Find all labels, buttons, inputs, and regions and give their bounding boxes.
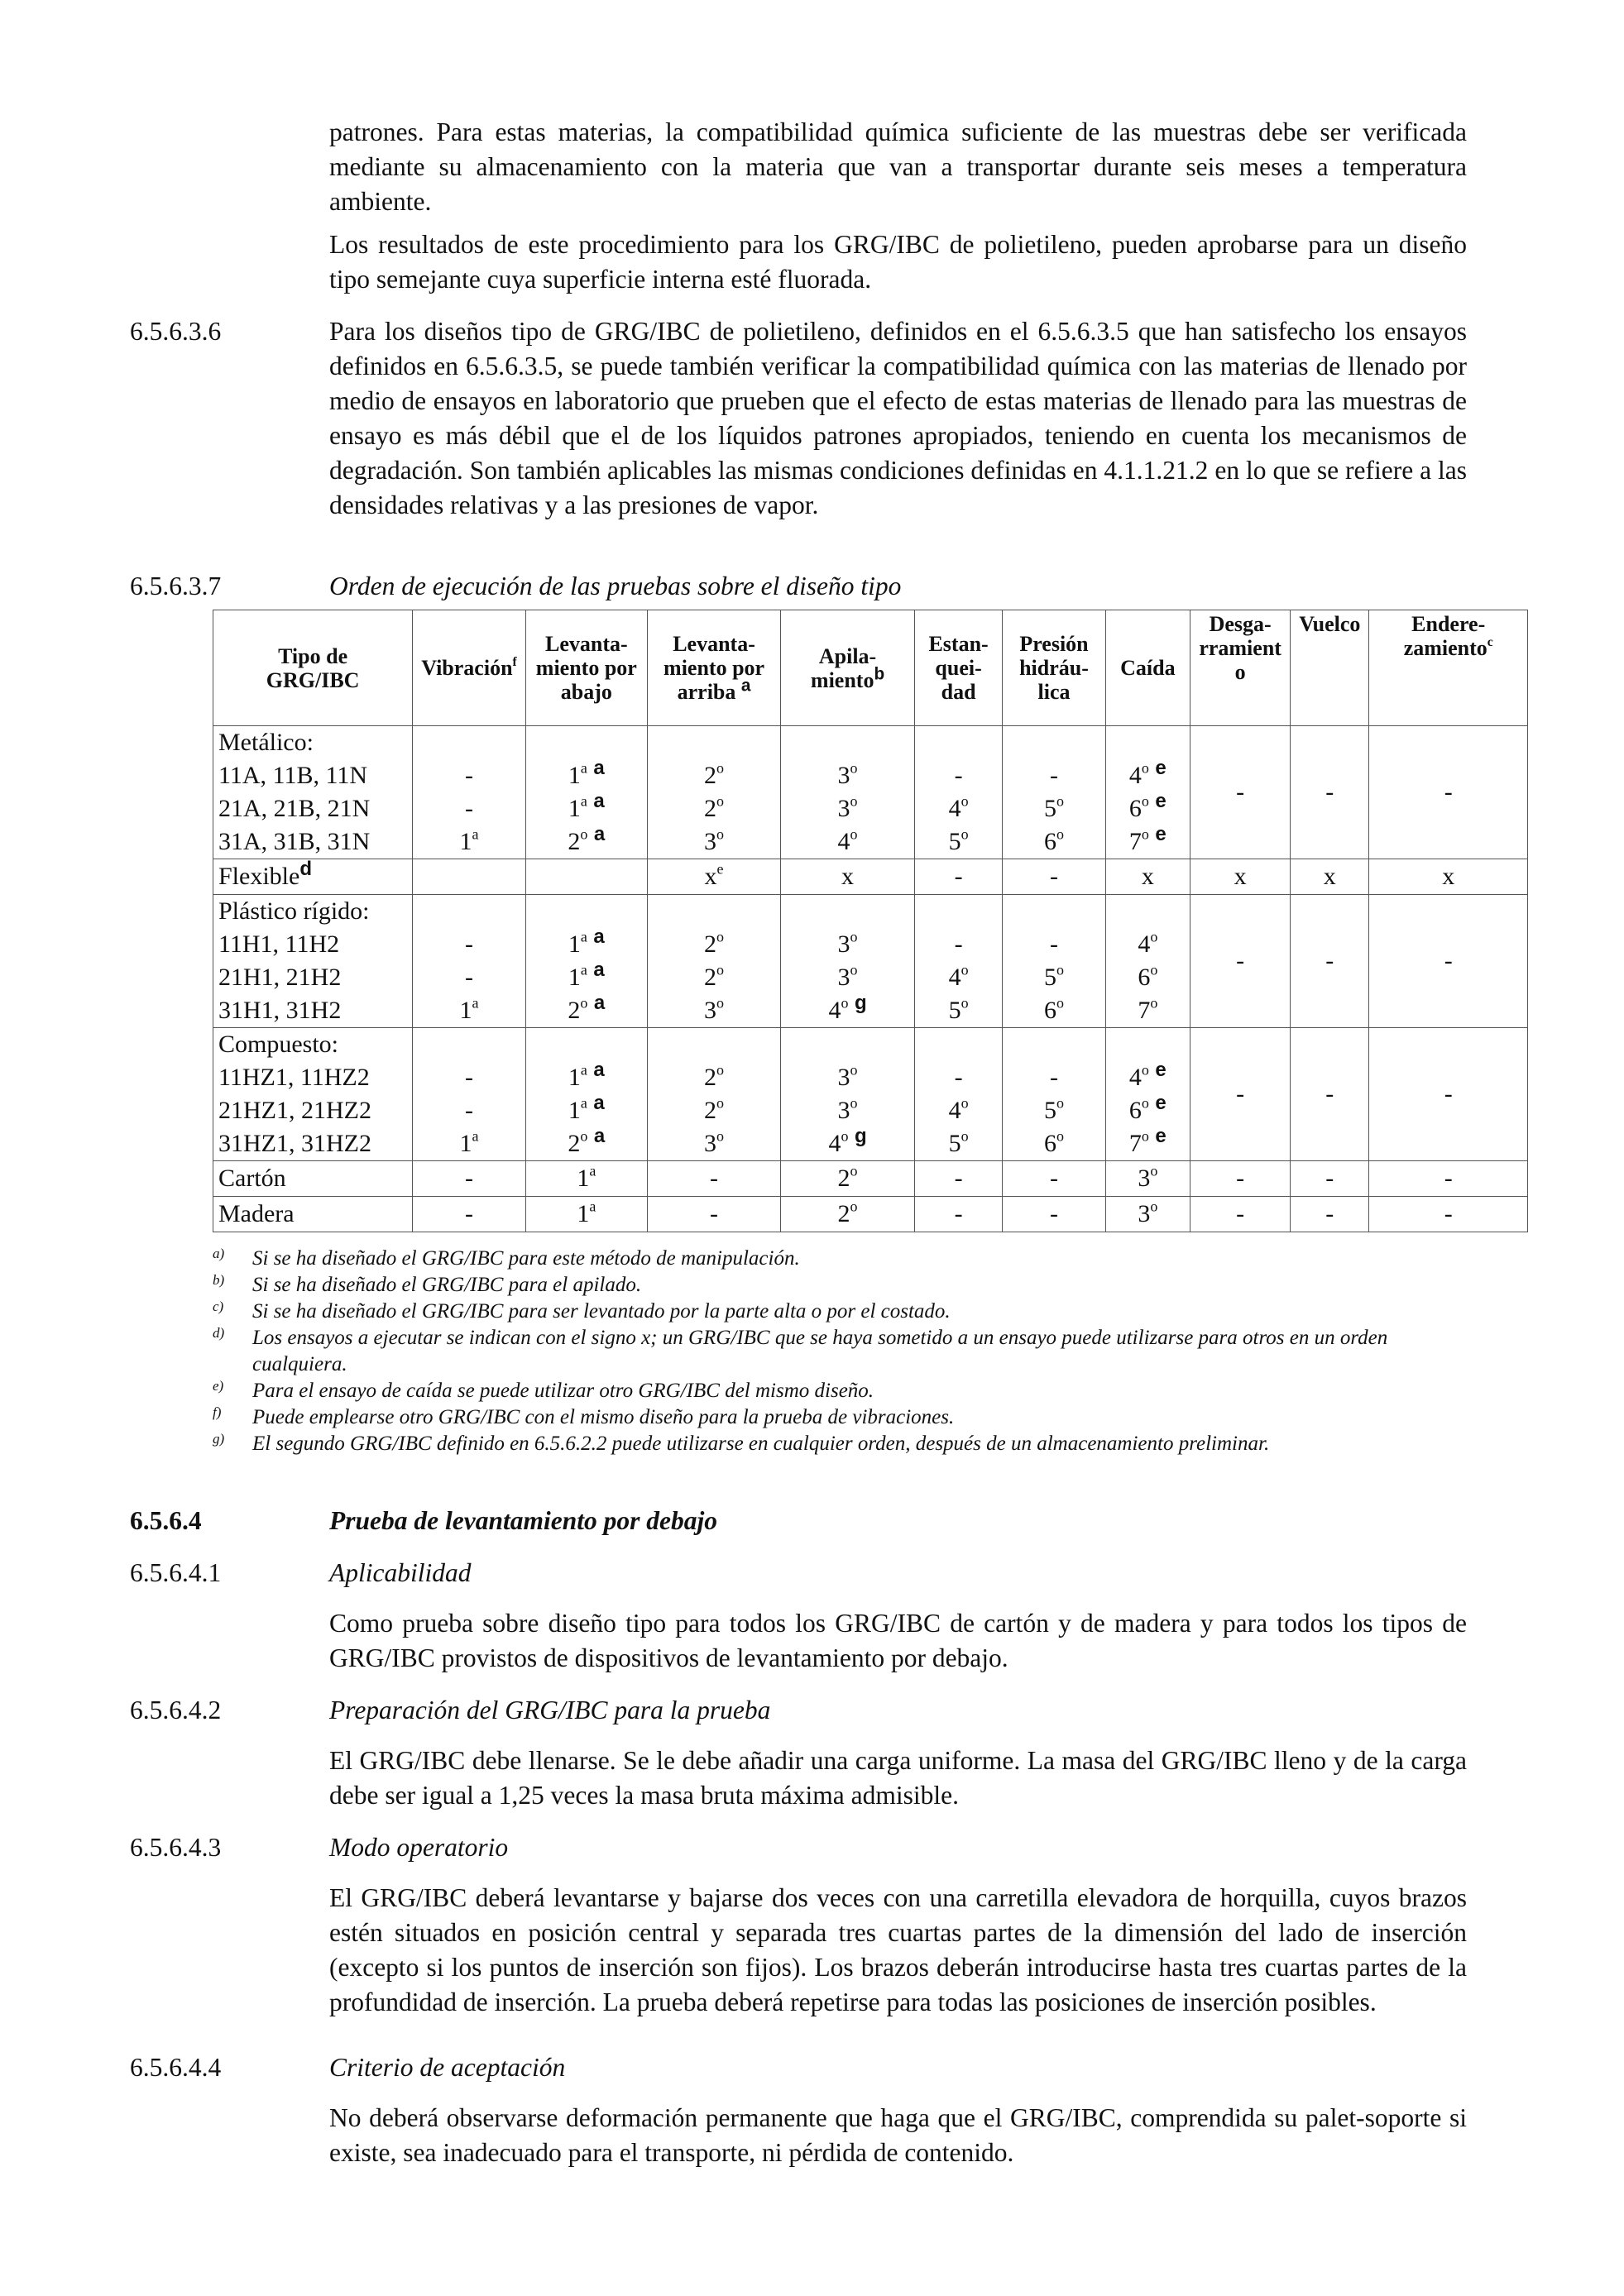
cell-pressure-madera: -	[1003, 1197, 1105, 1232]
cell-righting-carton: -	[1369, 1161, 1528, 1197]
cell-liftbottom-flexible	[525, 859, 647, 895]
cell-liftbottom-metal: 1$^a$ $^a$ 1$^a$ $^a$ 2$^o$ $^a$	[525, 726, 647, 859]
table-row-flexible	[213, 859, 1528, 895]
cell-drop-composite: 4$^o$ $^e$ 6$^o$ $^e$ 7$^o$ $^e$	[1105, 1028, 1190, 1161]
cell-stack-madera: 2$^o$	[781, 1197, 914, 1232]
cell-topple-flexible: x	[1291, 859, 1369, 895]
cell-vib-flexible	[413, 859, 526, 895]
header-lift-bottom: Levanta- miento por abajo	[525, 610, 647, 726]
section-number-6-5-6-4-4: 6.5.6.4.4	[130, 2053, 222, 2082]
intro-paragraph-1: patrones. Para estas materias, la compatibilidad química suficiente de las muestras debe ser verificada mediante su almacenamiento con la materia que van a transportar durante seis meses a temperatura ambiente.	[329, 117, 1467, 216]
cell-pressure-flexible: -	[1003, 859, 1105, 895]
test-order-table	[213, 610, 1528, 1232]
cell-pressure-metal: - 5$^o$ 6$^o$	[1003, 726, 1105, 859]
cell-tear-madera: -	[1190, 1197, 1291, 1232]
cell-tear-flexible: x	[1190, 859, 1291, 895]
cell-stack-plastic: 3$^o$ 3$^o$ 4$^o$ $^g$	[781, 895, 914, 1028]
table-header-row	[213, 610, 1528, 726]
header-topple: Vuelco	[1291, 610, 1369, 726]
cell-vib-plastic: - - 1$^a$	[413, 895, 526, 1028]
cell-liftbottom-plastic: 1$^a$ $^a$ 1$^a$ $^a$ 2$^o$ $^a$	[525, 895, 647, 1028]
cell-leak-carton: -	[914, 1161, 1003, 1197]
cell-tear-composite: -	[1190, 1028, 1291, 1161]
section-6-5-6-4-4-title: Criterio de aceptación	[329, 2053, 566, 2082]
header-righting: Endere- zamiento$^c$	[1369, 610, 1528, 726]
cell-topple-plastic: -	[1291, 895, 1369, 1028]
cell-type-plastic: Plástico rígido: 11H1, 11H2 21H1, 21H2 31H1, 31H2	[213, 895, 413, 1028]
cell-pressure-plastic: - 5$^o$ 6$^o$	[1003, 895, 1105, 1028]
cell-type-flexible: Flexible$^d$	[213, 859, 413, 895]
cell-drop-flexible: x	[1105, 859, 1190, 895]
cell-topple-metal: -	[1291, 726, 1369, 859]
cell-drop-metal: 4$^o$ $^e$ 6$^o$ $^e$ 7$^o$ $^e$	[1105, 726, 1190, 859]
cell-tear-plastic: -	[1190, 895, 1291, 1028]
section-6-5-6-3-7-title: Orden de ejecución de las pruebas sobre el diseño tipo	[329, 572, 902, 600]
section-number-6-5-6-3-7: 6.5.6.3.7	[130, 572, 222, 600]
cell-stack-flexible: x	[781, 859, 914, 895]
header-vibration: Vibración$^f$	[413, 610, 526, 726]
cell-vib-composite: - - 1$^a$	[413, 1028, 526, 1161]
cell-leak-madera: -	[914, 1197, 1003, 1232]
section-number-6-5-6-4-2: 6.5.6.4.2	[130, 1696, 222, 1724]
section-6-5-6-3-6-text: Para los diseños tipo de GRG/IBC de polietileno, definidos en el 6.5.6.3.5 que han satisfecho los ensayos definidos en 6.5.6.3.5, se puede también verificar la compatibilidad química con las materias de llenado por medio de ensayos en laboratorio que prueben que el efecto de estas materias de llenado para las muestras de ensayo es más débil que el de los líquidos patrones apropiados, teniendo en cuenta los mecanismos de degradación. Son también aplicables las mismas condiciones definidas en 4.1.1.21.2 en lo que se refiere a las densidades relativas y a las presiones de vapor.	[329, 317, 1467, 519]
cell-topple-madera: -	[1291, 1197, 1369, 1232]
intro-paragraph-2: Los resultados de este procedimiento para los GRG/IBC de polietileno, pueden aprobarse para un diseño tipo semejante cuya superficie interna esté fluorada.	[329, 230, 1467, 294]
cell-type-composite: Compuesto: 11HZ1, 11HZ2 21HZ1, 21HZ2 31HZ1, 31HZ2	[213, 1028, 413, 1161]
section-number-6-5-6-4-1: 6.5.6.4.1	[130, 1558, 222, 1587]
cell-drop-carton: 3$^o$	[1105, 1161, 1190, 1197]
cell-stack-carton: 2$^o$	[781, 1161, 914, 1197]
cell-lifttop-carton: -	[647, 1161, 780, 1197]
cell-liftbottom-madera: 1$^a$	[525, 1197, 647, 1232]
section-6-5-6-4-2-title: Preparación del GRG/IBC para la prueba	[329, 1696, 771, 1724]
section-6-5-6-4-3-text: El GRG/IBC deberá levantarse y bajarse dos veces con una carretilla elevadora de horquilla, cuyos brazos estén situados en posición central y separada tres cuartas partes de la dimensión del lado de inserción (excepto si los puntos de inserción son fijos). Los brazos deberán introducirse hasta tres cuartas partes de la profundidad de inserción. La prueba deberá repetirse para todas las posiciones de inserción posibles.	[329, 1883, 1467, 2016]
cell-righting-flexible: x	[1369, 859, 1528, 895]
cell-stack-metal: 3$^o$ 3$^o$ 4$^o$	[781, 726, 914, 859]
cell-stack-composite: 3$^o$ 3$^o$ 4$^o$ $^g$	[781, 1028, 914, 1161]
cell-lifttop-composite: 2$^o$ 2$^o$ 3$^o$	[647, 1028, 780, 1161]
section-6-5-6-4-3-title: Modo operatorio	[329, 1833, 509, 1862]
table-row-plastic	[213, 895, 1528, 1028]
header-leakproofness: Estan- quei- dad	[914, 610, 1003, 726]
section-6-5-6-4-1-text: Como prueba sobre diseño tipo para todos los GRG/IBC de cartón y de madera y para todos los tipos de GRG/IBC provistos de dispositivos de levantamiento por debajo.	[329, 1609, 1467, 1672]
header-stacking: Apila- miento$^b$	[781, 610, 914, 726]
section-6-5-6-4-2-text: El GRG/IBC debe llenarse. Se le debe añadir una carga uniforme. La masa del GRG/IBC lleno y de la carga debe ser igual a 1,25 veces la masa bruta máxima admisible.	[329, 1746, 1467, 1810]
table-row-metal	[213, 726, 1528, 859]
cell-righting-composite: -	[1369, 1028, 1528, 1161]
document-page: patrones. Para estas materias, la compatibilidad química suficiente de las muestras debe ser verificada mediante su almacenamiento con la materia que van a transportar durante seis meses a temperatura ambiente. Los resultados de este procedimiento para los GRG/IBC de polietileno, pueden aprobarse para un diseño tipo semejante cuya superficie interna esté fluorada. 6.5.6.3.6 Para los diseños tipo de GRG/IBC de polietileno, definidos en el 6.5.6.3.5 que han satisfecho los ensayos definidos en 6.5.6.3.5, se puede también verificar la compatibilidad química con las materias de llenado por medio de ensayos en laboratorio que prueben que el efecto de estas materias de llenado para las muestras de ensayo es más débil que el de los líquidos patrones apropiados, teniendo en cuenta los mecanismos de degradación. Son también aplicables las mismas condiciones definidas en 4.1.1.21.2 en lo que se refiere a las densidades relativas y a las presiones de vapor. 6.5.6.3.7 Orden de ejecución de las pruebas sobre el diseño tipo Tipo de GRG/IBC Vibración$^f$ Levanta- miento por abajo Levanta- miento por arriba $^a$ Apila- miento$^b$ Estan- quei- dad Presión hidráu- lica Caída Desga- rramient o Vuelco Endere- zamiento$^c$ Metálico: 11A, 11B, 11N 21A, 21B, 21N 31A, 31B, 31N - - 1$^a$ 1$^a$ $^a$ 1$^a$ $^a$ 2$^o$ $^a$ 2$^o$ 2$^o$ 3$^o$ 3$^o$ 3$^o$ 4$^o$ - 4$^o$ 5$^o$ - 5$^o$ 6$^o$ 4$^o$ $^e$ 6$^o$ $^e$ 7$^o$ $^e$ - - - Flexible$^d$ $x^e$ x - - x x x x Plástico rígido: 11H1, 11H2 21H1, 21H2 31H1, 31H2 - - 1$^a$ 1$^a$ $^a$ 1$^a$ $^a$ 2$^o$ $^a$ 2$^o$ 2$^o$ 3$^o$ 3$^o$ 3$^o$ 4$^o$ $^g$ - 4$^o$ 5$^o$ - 5$^o$ 6$^o$ 4$^o$ 6$^o$ 7$^o$ - - - Compuesto: 11HZ1, 11HZ2 21HZ1, 21HZ2 31HZ1, 31HZ2 - - 1$^a$ 1$^a$ $^a$ 1$^a$ $^a$ 2$^o$ $^a$ 2$^o$ 2$^o$ 3$^o$ 3$^o$ 3$^o$ 4$^o$ $^g$ - 4$^o$ 5$^o$ - 5$^o$ 6$^o$ 4$^o$ $^e$ 6$^o$ $^e$ 7$^o$ $^e$ - - - Cartón - 1$^a$ - 2$^o$ - - 3$^o$ - - - Madera - 1$^a$ - 2$^o$ - - 3$^o$ - - - a) Si se ha diseñado el GRG/IBC para este método de manipulación. b) Si se ha diseñado el GRG/IBC para el apilado. c) Si se ha diseñado el GRG/IBC para ser levantado por la parte alta o por el costado. d) Los ensayos a ejecutar se indican con el signo x; un GRG/IBC que se haya sometido a un ensayo puede utilizarse para otros en un orden cualquiera. e) Para el ensayo de caída se puede utilizar otro GRG/IBC del mismo diseño. f) Puede emplearse otro GRG/IBC con el mismo diseño para la prueba de vibraciones. g) El segundo GRG/IBC definido en 6.5.6.2.2 puede utilizarse en cualquier orden, después de un almacenamiento preliminar. 6.5.6.4 Prueba de levantamiento por debajo 6.5.6.4.1 Aplicabilidad Como prueba sobre diseño tipo para todos los GRG/IBC de cartón y de madera y para todos los tipos de GRG/IBC provistos de dispositivos de levantamiento por debajo. 6.5.6.4.2 Preparación del GRG/IBC para la prueba El GRG/IBC debe llenarse. Se le debe añadir una carga uniforme. La masa del GRG/IBC lleno y de la carga debe ser igual a 1,25 veces la masa bruta máxima admisible. 6.5.6.4.3 Modo operatorio El GRG/IBC deberá levantarse y bajarse dos veces con una carretilla elevadora de horquilla, cuyos brazos estén situados en posición central y separada tres cuartas partes de la dimensión del lado de inserción (excepto si los puntos de inserción son fijos). Los brazos deberán introducirse hasta tres cuartas partes de la profundidad de inserción. La prueba deberá repetirse para todas las posiciones de inserción posibles. 6.5.6.4.4 Criterio de aceptación No deberá observarse deformación permanente que haga que el GRG/IBC, comprendida su palet-soporte si existe, sea inadecuado para el transporte, ni pérdida de contenido.	[0, 0, 1624, 2296]
section-number-6-5-6-3-6: 6.5.6.3.6	[130, 317, 222, 346]
cell-lifttop-flexible: $x^e$	[647, 859, 780, 895]
cell-vib-madera: -	[413, 1197, 526, 1232]
cell-righting-metal: -	[1369, 726, 1528, 859]
table-row-carton	[213, 1161, 1528, 1197]
cell-lifttop-madera: -	[647, 1197, 780, 1232]
cell-pressure-carton: -	[1003, 1161, 1105, 1197]
header-tear: Desga- rramient o	[1190, 610, 1291, 726]
cell-type-carton: Cartón	[213, 1161, 413, 1197]
cell-tear-carton: -	[1190, 1161, 1291, 1197]
section-6-5-6-4-title: Prueba de levantamiento por debajo	[329, 1506, 717, 1535]
section-number-6-5-6-4-3: 6.5.6.4.3	[130, 1833, 222, 1862]
cell-vib-metal: - - 1$^a$	[413, 726, 526, 859]
section-6-5-6-4-1-title: Aplicabilidad	[329, 1558, 472, 1587]
cell-leak-composite: - 4$^o$ 5$^o$	[914, 1028, 1003, 1161]
header-type: Tipo de GRG/IBC	[213, 610, 413, 726]
header-drop: Caída	[1105, 610, 1190, 726]
cell-drop-madera: 3$^o$	[1105, 1197, 1190, 1232]
cell-drop-plastic: 4$^o$ 6$^o$ 7$^o$	[1105, 895, 1190, 1028]
cell-pressure-composite: - 5$^o$ 6$^o$	[1003, 1028, 1105, 1161]
section-number-6-5-6-4: 6.5.6.4	[130, 1506, 202, 1535]
cell-lifttop-plastic: 2$^o$ 2$^o$ 3$^o$	[647, 895, 780, 1028]
cell-liftbottom-carton: 1$^a$	[525, 1161, 647, 1197]
table-row-composite	[213, 1028, 1528, 1161]
cell-topple-composite: -	[1291, 1028, 1369, 1161]
cell-lifttop-metal: 2$^o$ 2$^o$ 3$^o$	[647, 726, 780, 859]
cell-leak-metal: - 4$^o$ 5$^o$	[914, 726, 1003, 859]
cell-leak-plastic: - 4$^o$ 5$^o$	[914, 895, 1003, 1028]
cell-righting-madera: -	[1369, 1197, 1528, 1232]
section-6-5-6-4-4-text: No deberá observarse deformación permanente que haga que el GRG/IBC, comprendida su palet-soporte si existe, sea inadecuado para el transporte, ni pérdida de contenido.	[329, 2103, 1467, 2167]
cell-vib-carton: -	[413, 1161, 526, 1197]
cell-liftbottom-composite: 1$^a$ $^a$ 1$^a$ $^a$ 2$^o$ $^a$	[525, 1028, 647, 1161]
table-row-madera	[213, 1197, 1528, 1232]
cell-type-metal: Metálico: 11A, 11B, 11N 21A, 21B, 21N 31A, 31B, 31N	[213, 726, 413, 859]
cell-leak-flexible: -	[914, 859, 1003, 895]
cell-topple-carton: -	[1291, 1161, 1369, 1197]
cell-tear-metal: -	[1190, 726, 1291, 859]
cell-type-madera: Madera	[213, 1197, 413, 1232]
cell-righting-plastic: -	[1369, 895, 1528, 1028]
header-hydraulic-pressure: Presión hidráu- lica	[1003, 610, 1105, 726]
header-lift-top: Levanta- miento por arriba $^a$	[647, 610, 780, 726]
